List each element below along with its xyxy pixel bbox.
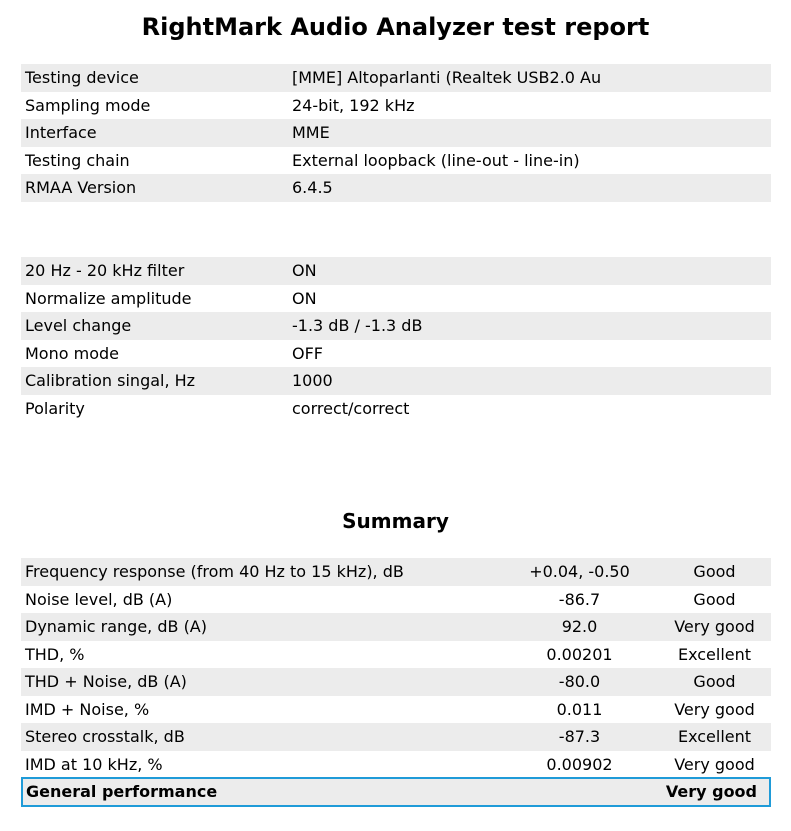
metric-value: -87.3 xyxy=(501,723,658,751)
metric-label: Frequency response (from 40 Hz to 15 kHz), dB xyxy=(21,558,501,586)
row-value: [MME] Altoparlanti (Realtek USB2.0 Au xyxy=(288,64,771,92)
table-row xyxy=(21,723,771,751)
metric-label: IMD + Noise, % xyxy=(25,699,150,719)
metric-rating: Good xyxy=(658,558,771,586)
row-label: Normalize amplitude xyxy=(25,288,192,308)
table-row xyxy=(21,312,771,340)
metric-value: 0.00902 xyxy=(546,754,613,774)
table-row xyxy=(21,668,771,696)
summary-heading: Summary xyxy=(342,509,449,533)
row-label: Testing device xyxy=(21,64,288,92)
table-row xyxy=(21,147,771,175)
row-label: RMAA Version xyxy=(21,174,288,202)
row-value: -1.3 dB / -1.3 dB xyxy=(288,312,771,340)
general-performance-label: General performance xyxy=(26,782,218,801)
table-row xyxy=(21,174,771,202)
metric-rating: Excellent xyxy=(677,644,752,664)
metric-value: 0.011 xyxy=(556,699,603,719)
table-row xyxy=(21,395,771,423)
report-title: RightMark Audio Analyzer test report xyxy=(141,13,650,41)
metric-rating: Very good xyxy=(674,754,755,774)
table-row xyxy=(21,558,771,586)
metric-label: THD + Noise, dB (A) xyxy=(21,668,501,696)
table-row xyxy=(21,613,771,641)
general-performance-row xyxy=(21,777,771,807)
metric-value: -80.0 xyxy=(501,668,658,696)
row-value: OFF xyxy=(292,343,323,363)
settings-table xyxy=(21,257,771,422)
metric-rating: Good xyxy=(658,668,771,696)
metric-value: 92.0 xyxy=(501,613,658,641)
table-row xyxy=(21,92,771,120)
row-label: Interface xyxy=(21,119,288,147)
summary-table xyxy=(21,558,771,778)
metric-label: THD, % xyxy=(25,644,85,664)
table-row xyxy=(21,641,771,669)
row-label: Mono mode xyxy=(25,343,119,363)
metric-label: Stereo crosstalk, dB xyxy=(21,723,501,751)
table-row xyxy=(21,285,771,313)
metric-rating: Good xyxy=(693,589,736,609)
row-value: External loopback (line-out - line-in) xyxy=(292,150,580,170)
row-value: correct/correct xyxy=(292,398,410,418)
metric-rating: Very good xyxy=(674,699,755,719)
table-row xyxy=(21,119,771,147)
table-row xyxy=(21,751,771,779)
metric-value: -86.7 xyxy=(558,589,601,609)
row-label: Level change xyxy=(21,312,288,340)
table-row xyxy=(21,257,771,285)
row-label: Calibration singal, Hz xyxy=(21,367,288,395)
metric-rating: Excellent xyxy=(658,723,771,751)
metric-value: 0.00201 xyxy=(546,644,613,664)
device-info-table xyxy=(21,64,771,202)
metric-label: IMD at 10 kHz, % xyxy=(25,754,163,774)
table-row xyxy=(21,696,771,724)
general-performance-rating: Very good xyxy=(665,782,757,801)
row-label: Sampling mode xyxy=(25,95,151,115)
row-value: ON xyxy=(288,257,771,285)
metric-label: Noise level, dB (A) xyxy=(25,589,173,609)
table-row xyxy=(21,64,771,92)
metric-value: +0.04, -0.50 xyxy=(501,558,658,586)
table-row xyxy=(21,367,771,395)
row-label: Testing chain xyxy=(25,150,130,170)
metric-label: Dynamic range, dB (A) xyxy=(21,613,501,641)
metric-rating: Very good xyxy=(658,613,771,641)
row-label: 20 Hz - 20 kHz filter xyxy=(21,257,288,285)
row-value: ON xyxy=(292,288,317,308)
row-value: 24-bit, 192 kHz xyxy=(292,95,415,115)
row-value: 1000 xyxy=(288,367,771,395)
row-value: MME xyxy=(288,119,771,147)
table-row xyxy=(21,340,771,368)
table-row xyxy=(21,586,771,614)
row-value: 6.4.5 xyxy=(288,174,771,202)
row-label: Polarity xyxy=(25,398,85,418)
